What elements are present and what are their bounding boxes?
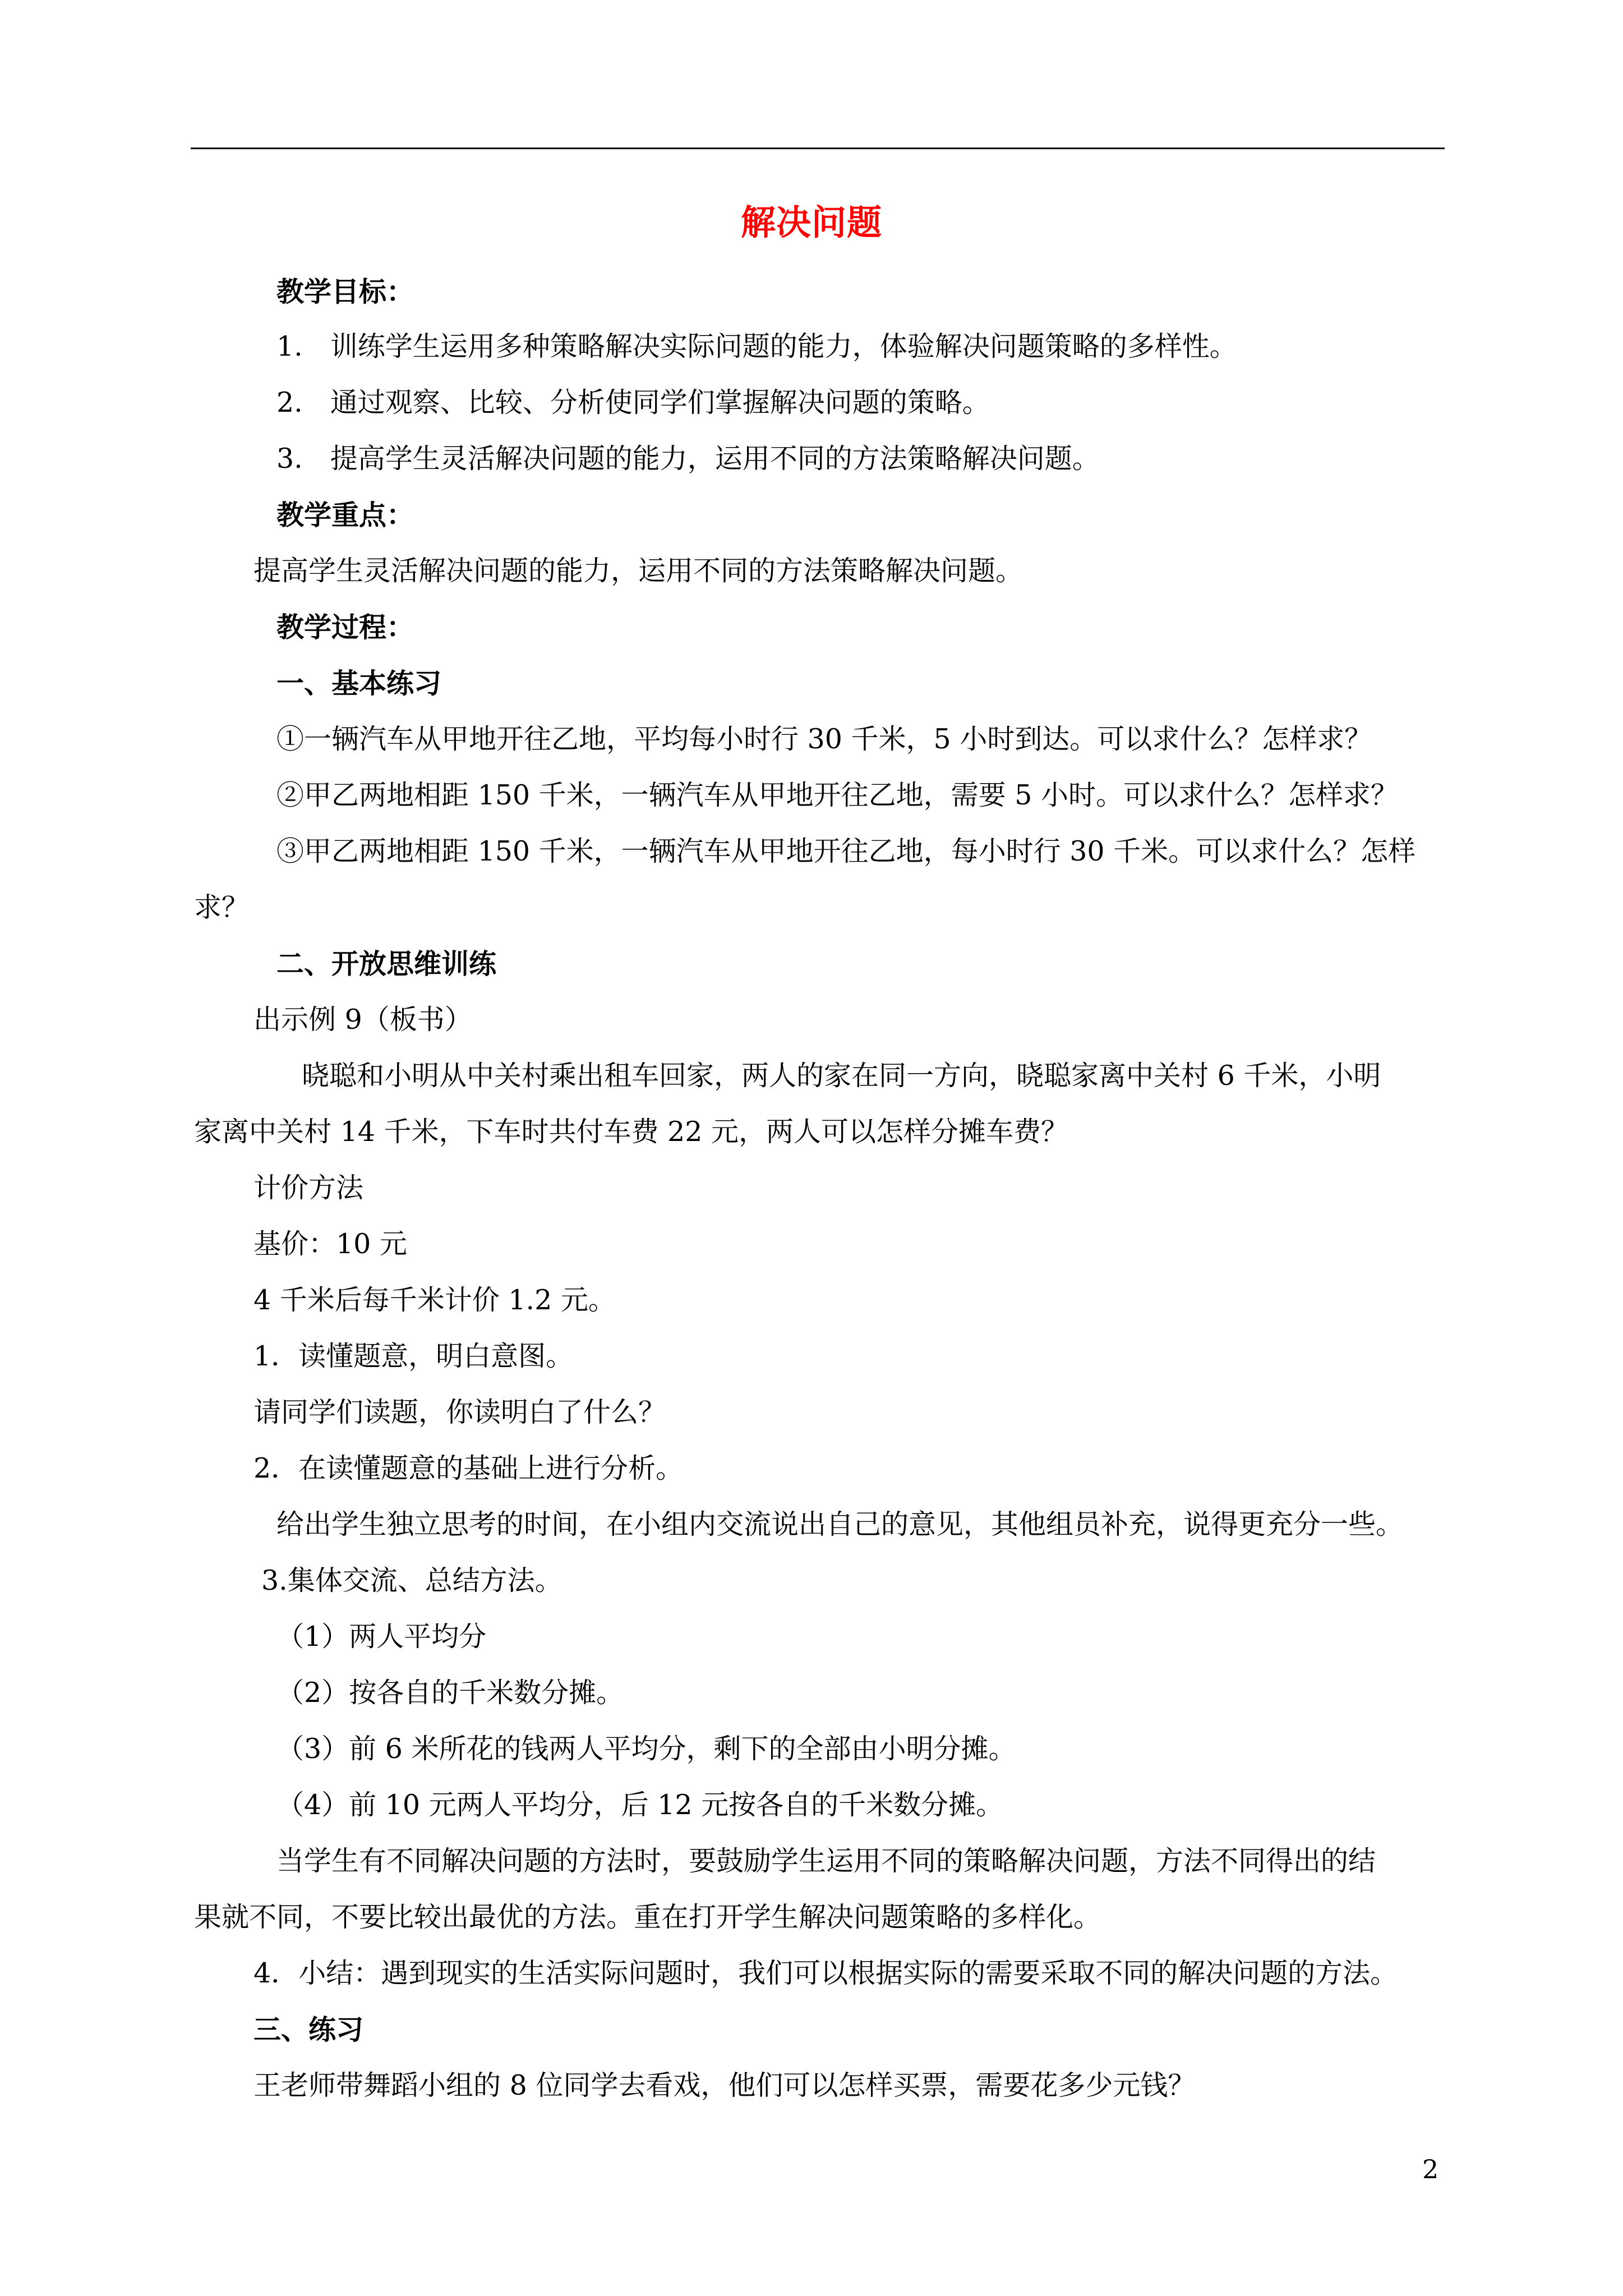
section-heading: 三、练习 — [253, 2013, 364, 2046]
step-detail: 给出学生独立思考的时间，在小组内交流说出自己的意见，其他组员补充，说得更充分一些。 — [276, 1508, 1404, 1540]
per-km-price: 4 千米后每千米计价 1.2 元。 — [253, 1284, 616, 1316]
section-heading: 一、基本练习 — [276, 667, 442, 700]
method-item: （3）前 6 米所花的钱两人平均分，剩下的全部由小明分摊。 — [276, 1733, 1016, 1765]
practice-question: ①一辆汽车从甲地开往乙地，平均每小时行 30 千米，5 小时到达。可以求什么？怎样求？ — [276, 723, 1372, 755]
step-prompt: 请同学们读题，你读明白了什么？ — [253, 1396, 666, 1428]
teaching-note: 当学生有不同解决问题的方法时，要鼓励学生运用不同的策略解决问题，方法不同得出的结 — [276, 1845, 1376, 1877]
exercise-text: 王老师带舞蹈小组的 8 位同学去看戏，他们可以怎样买票，需要花多少元钱？ — [253, 2069, 1196, 2101]
practice-question: ③甲乙两地相距 150 千米，一辆汽车从甲地开往乙地，每小时行 30 千米。可以求什么？怎样 — [276, 835, 1416, 867]
practice-question-continued: 求？ — [194, 891, 250, 923]
header-rule — [191, 148, 1445, 149]
step-item: 1．读懂题意，明白意图。 — [253, 1340, 574, 1372]
pricing-heading: 计价方法 — [253, 1172, 364, 1204]
base-price: 基价：10 元 — [253, 1228, 407, 1260]
objective-item: 2. 通过观察、比较、分析使同学们掌握解决问题的策略。 — [276, 386, 990, 418]
example-text-continued: 家离中关村 14 千米，下车时共付车费 22 元，两人可以怎样分摊车费？ — [194, 1116, 1069, 1148]
page-number: 2 — [1422, 2154, 1439, 2184]
method-item: （1）两人平均分 — [276, 1621, 487, 1653]
summary-item: 4．小结：遇到现实的生活实际问题时，我们可以根据实际的需要采取不同的解决问题的方法。 — [253, 1957, 1398, 1989]
document-title: 解决问题 — [740, 202, 882, 243]
teaching-note-continued: 果就不同，不要比较出最优的方法。重在打开学生解决问题策略的多样化。 — [194, 1901, 1101, 1933]
process-heading: 教学过程： — [276, 611, 414, 643]
example-label: 出示例 9（板书） — [253, 1004, 472, 1036]
focus-heading: 教学重点： — [276, 499, 414, 531]
objectives-heading: 教学目标： — [276, 275, 414, 308]
step-item: 2．在读懂题意的基础上进行分析。 — [253, 1452, 684, 1484]
section-heading: 二、开放思维训练 — [276, 947, 497, 980]
example-text: 晓聪和小明从中关村乘出租车回家，两人的家在同一方向，晓聪家离中关村 6 千米，小明 — [302, 1060, 1381, 1092]
focus-text: 提高学生灵活解决问题的能力，运用不同的方法策略解决问题。 — [253, 555, 1023, 587]
step-item: 3.集体交流、总结方法。 — [261, 1565, 562, 1596]
practice-question: ②甲乙两地相距 150 千米，一辆汽车从甲地开往乙地，需要 5 小时。可以求什么？怎样求？ — [276, 779, 1399, 811]
objective-item: 1. 训练学生运用多种策略解决实际问题的能力，体验解决问题策略的多样性。 — [276, 330, 1237, 362]
method-item: （4）前 10 元两人平均分，后 12 元按各自的千米数分摊。 — [276, 1789, 1004, 1821]
objective-item: 3. 提高学生灵活解决问题的能力，运用不同的方法策略解决问题。 — [276, 443, 1100, 475]
method-item: （2）按各自的千米数分摊。 — [276, 1677, 624, 1709]
